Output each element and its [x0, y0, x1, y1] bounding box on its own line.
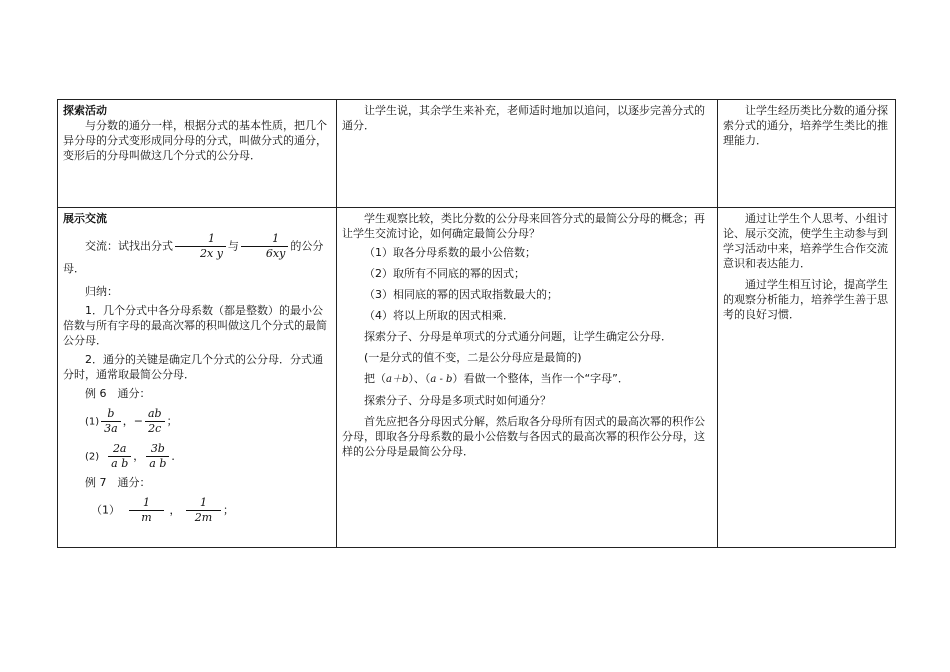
ex6-1-f1-num: b — [101, 407, 121, 422]
expr-a-plus-b: a＋b — [385, 374, 409, 385]
polynomial-method: 首先应把各分母因式分解，然后取各分母所有因式的最高次幂的积作公分母，即取各分母系数的最小公倍数与各因式的最高次幂的积作公分母，这样的公分母是最简公分母． — [341, 415, 705, 458]
fraction-a — [175, 232, 226, 261]
ex6-2-fraction-2 — [146, 442, 169, 471]
ex7-1-fraction-2 — [186, 496, 221, 525]
ex6-1-f2-num: ab — [145, 407, 165, 422]
ex6-1-sep: ，− — [122, 414, 143, 428]
ex6-2-f2-den: a b — [149, 457, 167, 470]
whole-letter-text — [342, 371, 712, 387]
cell-exchange-intent — [717, 208, 895, 548]
heading-exchange: 展示交流 — [63, 212, 107, 225]
fraction-b-den: 6xy — [265, 247, 286, 260]
row-explore — [58, 100, 896, 208]
exchange-suffix: 的公分母． — [63, 239, 324, 275]
cell-explore-teacher — [336, 100, 717, 208]
ex7-1-f1-den: m — [141, 511, 152, 524]
exchange-mid: 与 — [227, 239, 239, 253]
ex7-1-end: ； — [223, 503, 234, 517]
cell-explore-intent — [717, 100, 895, 208]
expr-a-minus-b: a - b — [430, 374, 453, 385]
intent-text-1: 通过让学生个人思考、小组讨论、展示交流，使学生主动参与到学习活动中来，培养学生合作交流意识和表达能力． — [722, 212, 888, 270]
ex6-2-end: ． — [171, 449, 183, 463]
summary-label: 归纳： — [85, 285, 118, 298]
ex6-2-f2-num: 3b — [146, 442, 169, 457]
step-3: （3）相同底的幂的因式取指数最大的； — [363, 288, 558, 301]
ex6-1-f1-den: 3a — [104, 422, 118, 435]
ex6-2-f1-den: a b — [111, 457, 129, 470]
explore-text: 与分数的通分一样，根据分式的基本性质，把几个异分母的分式变形成同分母的分式，叫做分式的通分，变形后的分母叫做这几个分式的公分母． — [63, 119, 327, 162]
explore-teacher-text: 让学生说，其余学生来补充，老师适时地加以追问，以逐步完善分式的通分． — [341, 104, 705, 132]
example-7-part-1 — [63, 496, 331, 525]
example-6-label: 例 6 通分： — [85, 387, 151, 400]
exchange-prefix: 交流：试找出分式 — [85, 239, 173, 253]
ex6-1-prefix: (1) — [85, 416, 100, 428]
fraction-a-den: 2x y — [200, 247, 223, 260]
ex6-1-f2-den: 2c — [148, 422, 162, 435]
exchange-question — [63, 232, 331, 276]
cell-exchange-teacher — [336, 208, 717, 548]
ex6-2-f1-num: 2a — [108, 442, 131, 457]
heading-explore: 探索活动 — [63, 104, 107, 117]
fraction-a-num: 1 — [175, 232, 226, 247]
whole-a: 把（ — [363, 372, 386, 385]
ex6-1-fraction-2 — [145, 407, 165, 436]
fraction-b — [241, 232, 288, 261]
summary-1: 1．几个分式中各分母系数（都是整数）的最小公倍数与所有字母的最高次幂的积叫做这几个分式的最简公分母． — [63, 304, 327, 347]
note-text: (一是分式的值不变，二是公分母应是最简的) — [363, 351, 582, 364]
polynomial-question: 探索分子、分母是多项式时如何通分？ — [363, 394, 551, 407]
ex6-1-fraction-1 — [101, 407, 121, 436]
row-exchange — [58, 208, 896, 548]
ex6-1-end: ； — [166, 414, 178, 428]
monomial-text: 探索分子、分母是单项式的分式通分问题，让学生确定公分母． — [363, 330, 672, 343]
ex6-2-prefix: (2) — [85, 451, 100, 463]
ex7-1-prefix: （1） — [91, 503, 120, 517]
fraction-b-num: 1 — [241, 232, 288, 247]
exchange-intro: 学生观察比较，类比分数的公分母来回答分式的最简公分母的概念；再让学生交流讨论，如何确定最简公分母？ — [341, 212, 705, 240]
cell-exchange-activity — [58, 208, 337, 548]
example-6-part-1 — [63, 407, 331, 436]
step-1: （1）取各分母系数的最小公倍数； — [363, 246, 536, 259]
intent-text-2: 通过学生相互讨论，提高学生的观察分析能力，培养学生善于思考的良好习惯． — [722, 278, 888, 321]
step-4: （4）将以上所取的因式相乘． — [363, 309, 514, 322]
ex7-1-f2-num: 1 — [186, 496, 221, 511]
ex6-2-fraction-1 — [108, 442, 131, 471]
whole-b: ）、（ — [408, 372, 431, 385]
ex7-1-f2-den: 2m — [194, 511, 213, 524]
ex6-2-sep: ， — [133, 449, 145, 463]
step-2: （2）取所有不同底的幂的因式； — [363, 267, 525, 280]
summary-2: 2．通分的关键是确定几个分式的公分母．分式通分时，通常取最简公分母． — [63, 353, 323, 381]
whole-c: ）看做一个整体，当作一个“字母”． — [452, 372, 629, 385]
ex7-1-f1-num: 1 — [129, 496, 164, 511]
example-6-part-2 — [63, 442, 331, 471]
explore-intent-text: 让学生经历类比分数的通分探索分式的通分，培养学生类比的推理能力． — [722, 104, 888, 147]
ex7-1-sep: ， — [169, 503, 181, 517]
example-7-label: 例 7 通分： — [85, 476, 151, 489]
ex7-1-fraction-1 — [129, 496, 164, 525]
lesson-table — [57, 99, 896, 548]
cell-explore-activity — [58, 100, 337, 208]
